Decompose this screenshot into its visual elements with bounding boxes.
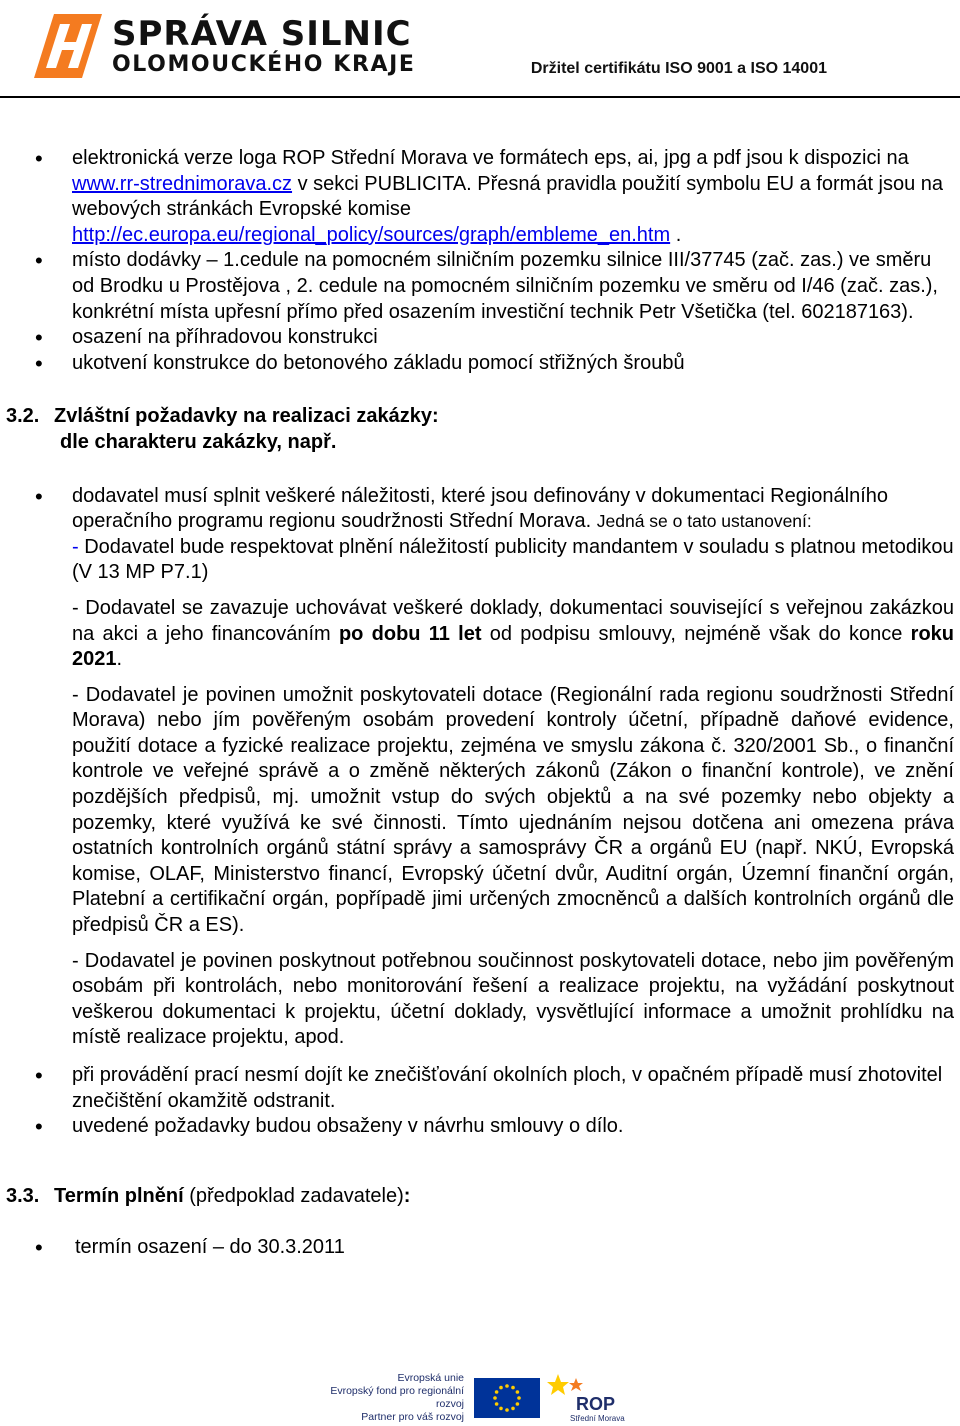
- text: .: [670, 223, 682, 246]
- bold-text: roku 2021: [72, 622, 954, 671]
- colon: :: [403, 1184, 411, 1207]
- paragraph: - Dodavatel je povinen poskytnout potřebnou součinnost poskytovateli dotace, nebo jim pověřeným osobám při kontrolách, nebo monitorování řešení a realizace projektu, na vyžádání poskytnout veškerou dokumentaci k projektu, účetní doklady, vysvětlující informace a umožnit prohlídku na místě realizace projektu, apod.: [72, 949, 954, 1049]
- paragraph: [0, 596, 960, 673]
- paragraph: - Dodavatel je povinen umožnit poskytovateli dotace (Regionální rada regionu soudržnosti Střední Morava) nebo jím pověřeným osobám provedení kontroly účetní, případně daňové evidence, použití dotace a fyzické realizace projektu, zejména ve smyslu zákona č. 320/2001 Sb., o finanční kontrole ve veřejné správě a o změně některých zákonů (Zákon o finanční kontrole), ve znění pozdějších předpisů, mj. umožnit vstup do svých objektů a na své pozemky nebo objekty a pozemky, které využívá ke své činnosti. Tímto ujednáním nejsou dotčena ani omezena práva ostatních kontrolních orgánů státní správy a samosprávy ČR a orgánů EU (např. NKÚ, Evropská komise, OLAF, Ministerstvo financí, Evropský účetní dvůr, Auditní orgán, Územní finanční orgán, Platební a certifikační orgán, popřípadě jimi určených zmocněnců a dalších kontrolních orgánů dle předpisů ČR a ES).: [72, 683, 954, 937]
- certificate-text: Držitel certifikátu ISO 9001 a ISO 14001: [530, 60, 827, 77]
- bullet-list-3: [0, 1063, 960, 1140]
- text: .: [116, 648, 123, 671]
- bold-text: po dobu 11 let: [338, 622, 482, 645]
- brand-line2: OLOMOUCKÉHO KRAJE: [112, 52, 416, 77]
- eu-line2: Evropský fond pro regionální rozvoj: [330, 1385, 464, 1410]
- section-title: Termín plnění: [54, 1184, 184, 1207]
- text: elektronická verze loga ROP Střední Morava ve formátech eps, ai, jpg a pdf jsou k dispozici na: [72, 147, 909, 169]
- section-title: Zvláštní požadavky na realizaci zakázky:: [54, 405, 439, 428]
- brand-name: [112, 16, 416, 78]
- list-item: • termín osazení – do 30.3.2011: [0, 1235, 960, 1261]
- rop-logo: [546, 1372, 626, 1424]
- paragraph: [0, 535, 960, 586]
- section-3-3-heading: [0, 1184, 960, 1210]
- list-item: • místo dodávky – 1.cedule na pomocném silničním pozemku silnice III/37745 (zač. zas.) ve směru od Brodku u Prostějova , 2. cedule na pomocném silničním pozemku ve směru od I/46 (zač. zas.), konkrétní místa upřesní přímo před osazením investiční technik Petr Všetička (tel. 602187163).: [0, 248, 960, 325]
- list-item: [0, 484, 960, 535]
- text: Jedná se o tato ustanovení:: [596, 511, 812, 532]
- bullet-list-1: [0, 146, 960, 376]
- section-subtitle: dle charakteru zakázky, např.: [60, 430, 337, 453]
- section-3-2-heading: [0, 404, 960, 455]
- rop-label: ROP: [576, 1394, 616, 1414]
- eu-text: [324, 1372, 464, 1424]
- link-ec-europa[interactable]: http://ec.europa.eu/regional_policy/sources/graph/embleme_en.htm: [72, 223, 671, 246]
- dash: -: [72, 535, 79, 558]
- text: - Dodavatel se zavazuje uchovávat veškeré doklady, dokumentaci související s veřejnou zakázkou na akci a jeho financováním: [72, 596, 954, 645]
- list-item: • ukotvení konstrukce do betonového základu pomocí střižných šroubů: [0, 351, 960, 377]
- bullet-list-4: [0, 1235, 960, 1261]
- rop-sub: Střední Morava: [570, 1414, 625, 1423]
- eu-line1: Evropská unie: [397, 1372, 464, 1384]
- section-number: 3.2.: [6, 405, 40, 428]
- list-item: • uvedené požadavky budou obsaženy v návrhu smlouvy o dílo.: [0, 1114, 960, 1140]
- section-title-note: (předpoklad zadavatele): [183, 1184, 404, 1207]
- eu-line3: Partner pro váš rozvoj: [361, 1411, 464, 1423]
- footer-logos: [324, 1372, 634, 1426]
- bullet-list-2: [0, 484, 960, 535]
- brand-line1: SPRÁVA SILNIC: [112, 14, 412, 54]
- list-item: • osazení na příhradovou konstrukci: [0, 325, 960, 351]
- list-item: • při provádění prací nesmí dojít ke znečišťování okolních ploch, v opačném případě musí zhotovitel znečištění okamžitě odstranit.: [0, 1063, 960, 1114]
- text: Dodavatel bude respektovat plnění náležitostí publicity mandantem v souladu s platnou metodikou (V 13 MP P7.1): [72, 535, 954, 584]
- list-item: [0, 146, 960, 248]
- text: dodavatel musí splnit veškeré náležitosti, které jsou definovány v dokumentaci Regionálního operačního programu regionu soudržnosti Střední Morava.: [72, 484, 889, 533]
- eu-flag-icon: [474, 1378, 540, 1418]
- page-header: [0, 0, 960, 98]
- link-rr-strednimorava[interactable]: www.rr-strednimorava.cz: [72, 172, 293, 195]
- section-number: 3.3.: [6, 1184, 40, 1207]
- text: v sekci PUBLICITA. Přesná pravidla použití symbolu EU a formát jsou na webových stránkách Evropské komise: [72, 172, 944, 221]
- document-body: [0, 146, 960, 1261]
- header-divider: [0, 96, 960, 98]
- text: od podpisu smlouvy, nejméně však do konce: [481, 622, 911, 645]
- company-logo-icon: [24, 14, 102, 78]
